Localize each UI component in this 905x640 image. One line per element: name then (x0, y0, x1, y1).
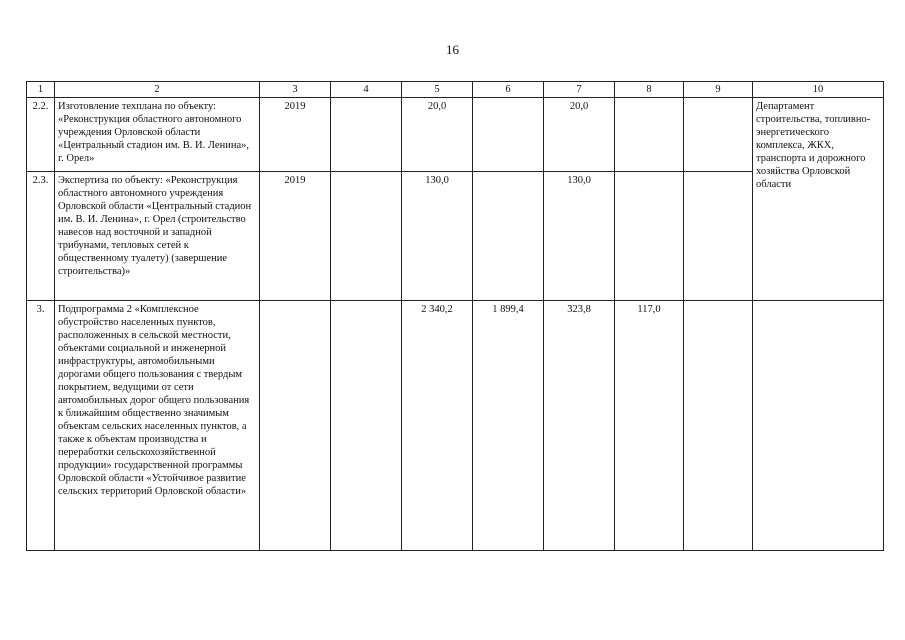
row-number: 2.3. (27, 172, 55, 301)
cell-year: 2019 (260, 172, 331, 301)
cell-total: 20,0 (402, 98, 473, 172)
cell-total: 130,0 (402, 172, 473, 301)
cell-col6: 1 899,4 (473, 301, 544, 551)
cell-col7: 130,0 (544, 172, 615, 301)
col-header-6: 6 (473, 82, 544, 98)
cell-total: 2 340,2 (402, 301, 473, 551)
executor-cell: Департамент строительства, топливно-энергетического комплекса, ЖКХ, транспорта и дорожного хозяйства Орловской области (753, 98, 884, 301)
col-header-5: 5 (402, 82, 473, 98)
cell-col9 (684, 301, 753, 551)
cell-col4 (331, 98, 402, 172)
row-name: Подпрограмма 2 «Комплексное обустройство населенных пунктов, расположенных в сельской местности, объектами социальной и инженерной инфраструктуры, автомобильными дорогами общего пользования с твердым покрытием, ведущими от сети автомобильных дорог общего пользования к ближайшим общественно значимым объектам сельских населенных пунктов, а также к объектам производства и переработки сельскохозяйственной продукции» государственной программы Орловской области «Устойчивое развитие сельских территорий Орловской области» (55, 301, 260, 551)
row-number: 2.2. (27, 98, 55, 172)
header-row (27, 82, 884, 98)
row-name: Изготовление техплана по объекту: «Реконструкция областного автономного учреждения Орловской области «Центральный стадион им. В. И. Ленина», г. Орел» (55, 98, 260, 172)
table-row (27, 301, 884, 551)
cell-col8 (615, 172, 684, 301)
col-header-2: 2 (55, 82, 260, 98)
cell-col4 (331, 172, 402, 301)
col-header-9: 9 (684, 82, 753, 98)
cell-col7: 323,8 (544, 301, 615, 551)
col-header-1: 1 (27, 82, 55, 98)
row-name: Экспертиза по объекту: «Реконструкция областного автономного учреждения Орловской области «Центральный стадион им. В. И. Ленина», г. Орел (строительство навесов над восточной и западной трибунами, тепловых сетей к общественному туалету) (завершение строительства)» (55, 172, 260, 301)
page-number: 16 (446, 42, 459, 57)
cell-col8: 117,0 (615, 301, 684, 551)
program-table (26, 81, 884, 551)
cell-col9 (684, 98, 753, 172)
col-header-7: 7 (544, 82, 615, 98)
col-header-3: 3 (260, 82, 331, 98)
cell-year (260, 301, 331, 551)
cell-col6 (473, 98, 544, 172)
cell-col6 (473, 172, 544, 301)
cell-col9 (684, 172, 753, 301)
cell-col10 (753, 301, 884, 551)
table-row (27, 98, 884, 172)
cell-col4 (331, 301, 402, 551)
row-number: 3. (27, 301, 55, 551)
cell-col8 (615, 98, 684, 172)
cell-year: 2019 (260, 98, 331, 172)
cell-col7: 20,0 (544, 98, 615, 172)
col-header-4: 4 (331, 82, 402, 98)
col-header-8: 8 (615, 82, 684, 98)
col-header-10: 10 (753, 82, 884, 98)
